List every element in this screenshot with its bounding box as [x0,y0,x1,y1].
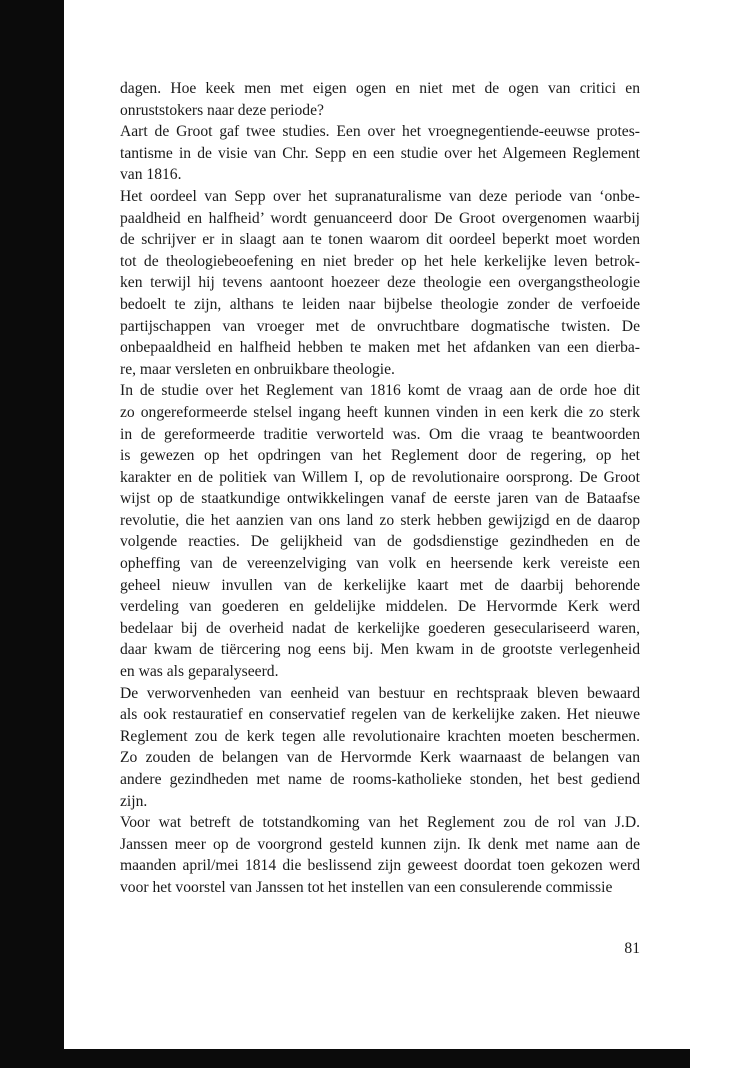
text-line: Voor wat betreft de totstandkoming van het Reglement zou de rol van J.D. [120,814,640,832]
text-line: opheffing van de vereenzelviging van volk en heersende kerk vereiste een [120,555,640,573]
text-line: zijn. [120,792,148,810]
text-line: De verworvenheden van eenheid van bestuur en rechtspraak bleven bewaard [120,684,640,702]
text-line: tantisme in de visie van Chr. Sepp en een studie over het Algemeen Reglement [120,144,640,162]
text-line: zo ongereformeerde stelsel ingang heeft kunnen vinden in een kerk die zo sterk [120,403,640,421]
text-line: re, maar versleten en onbruikbare theologie. [120,360,395,378]
text-line: tot de theologiebeoefening en niet breder op het hele kerkelijke leven betrok- [120,252,640,270]
text-line: Aart de Groot gaf twee studies. Een over het vroegnegentiende-eeuwse protes- [120,123,640,141]
paragraph [120,186,640,380]
text-line: geheel nieuw invullen van de kerkelijke kaart met de daarbij behorende [120,576,640,594]
text-line: en was als geparalyseerd. [120,663,279,681]
paragraph [120,683,640,813]
scan-border-bottom [0,1049,690,1068]
body-text [120,78,640,899]
text-line: daar kwam de tiërcering nog eens bij. Men kwam in de grootste verlegenheid [120,641,640,659]
page-number: 81 [624,940,640,957]
text-line: als ook restauratief en conservatief regelen van de kerkelijke zaken. Het nieuwe [120,706,640,724]
scan-border-left [0,0,64,1068]
paragraph [120,812,640,898]
text-line: de schrijver er in slaagt aan te tonen waarom dit oordeel beperkt moet worden [120,231,640,249]
text-line: bedoelt te zijn, althans te leiden naar bijbelse theologie zonder de verfoeide [120,295,640,313]
text-line: andere gezindheden met name de rooms-katholieke stonden, het best gediend [120,771,640,788]
text-line: Janssen meer op de voorgrond gesteld kunnen zijn. Ik denk met name aan de [120,835,640,853]
paragraph [120,121,640,186]
text-line: in de gereformeerde traditie verworteld was. Om die vraag te beantwoorden [120,425,640,443]
text-line: is gewezen op het opdringen van het Reglement door de regering, op het [120,447,640,465]
text-line: Reglement zou de kerk tegen alle revolutionaire krachten moeten beschermen. [120,727,640,745]
text-line: voor het voorstel van Janssen tot het instellen van een consulerende commissie [120,878,613,896]
text-line: van 1816. [120,166,182,184]
text-line: In de studie over het Reglement van 1816 komt de vraag aan de orde hoe dit [120,382,640,400]
text-line: karakter en de politiek van Willem I, op de revolutionaire oorsprong. De Groot [120,468,640,486]
text-line: wijst op de staatkundige ontwikkelingen vanaf de eerste jaren van de Bataafse [120,490,640,508]
text-line: maanden april/mei 1814 die beslissend zijn geweest doordat toen gekozen werd [120,857,640,875]
text-line: dagen. Hoe keek men met eigen ogen en niet met de ogen van critici en [120,80,640,97]
paragraph [120,78,640,121]
text-line: Zo zouden de belangen van de Hervormde Kerk waarnaast de belangen van [120,749,640,767]
text-line: partijschappen van vroeger met de onvruchtbare dogmatische twisten. De [120,317,640,335]
text-line: onbepaaldheid en halfheid hebben te maken met het afdanken van een dierba- [120,339,640,357]
paragraph [120,380,640,682]
text-line: verdeling van goederen en geldelijke middelen. De Hervormde Kerk werd [120,598,640,616]
text-line: onruststokers naar deze periode? [120,101,324,119]
text-line: bedelaar bij de overheid nadat de kerkelijke goederen geseculariseerd waren, [120,619,640,637]
text-line: revolutie, die het aanzien van ons land zo sterk hebben gewijzigd en de daarop [120,511,640,529]
text-line: ken terwijl hij tevens aantoont hoezeer deze theologie een overgangstheologie [120,274,640,292]
text-line: Het oordeel van Sepp over het supranaturalisme van deze periode van ‘onbe- [120,187,640,205]
text-line: volgende reacties. De gelijkheid van de godsdienstige gezindheden en de [120,533,640,551]
text-line: paaldheid en halfheid’ wordt genuanceerd door De Groot overgenomen waarbij [120,209,640,227]
